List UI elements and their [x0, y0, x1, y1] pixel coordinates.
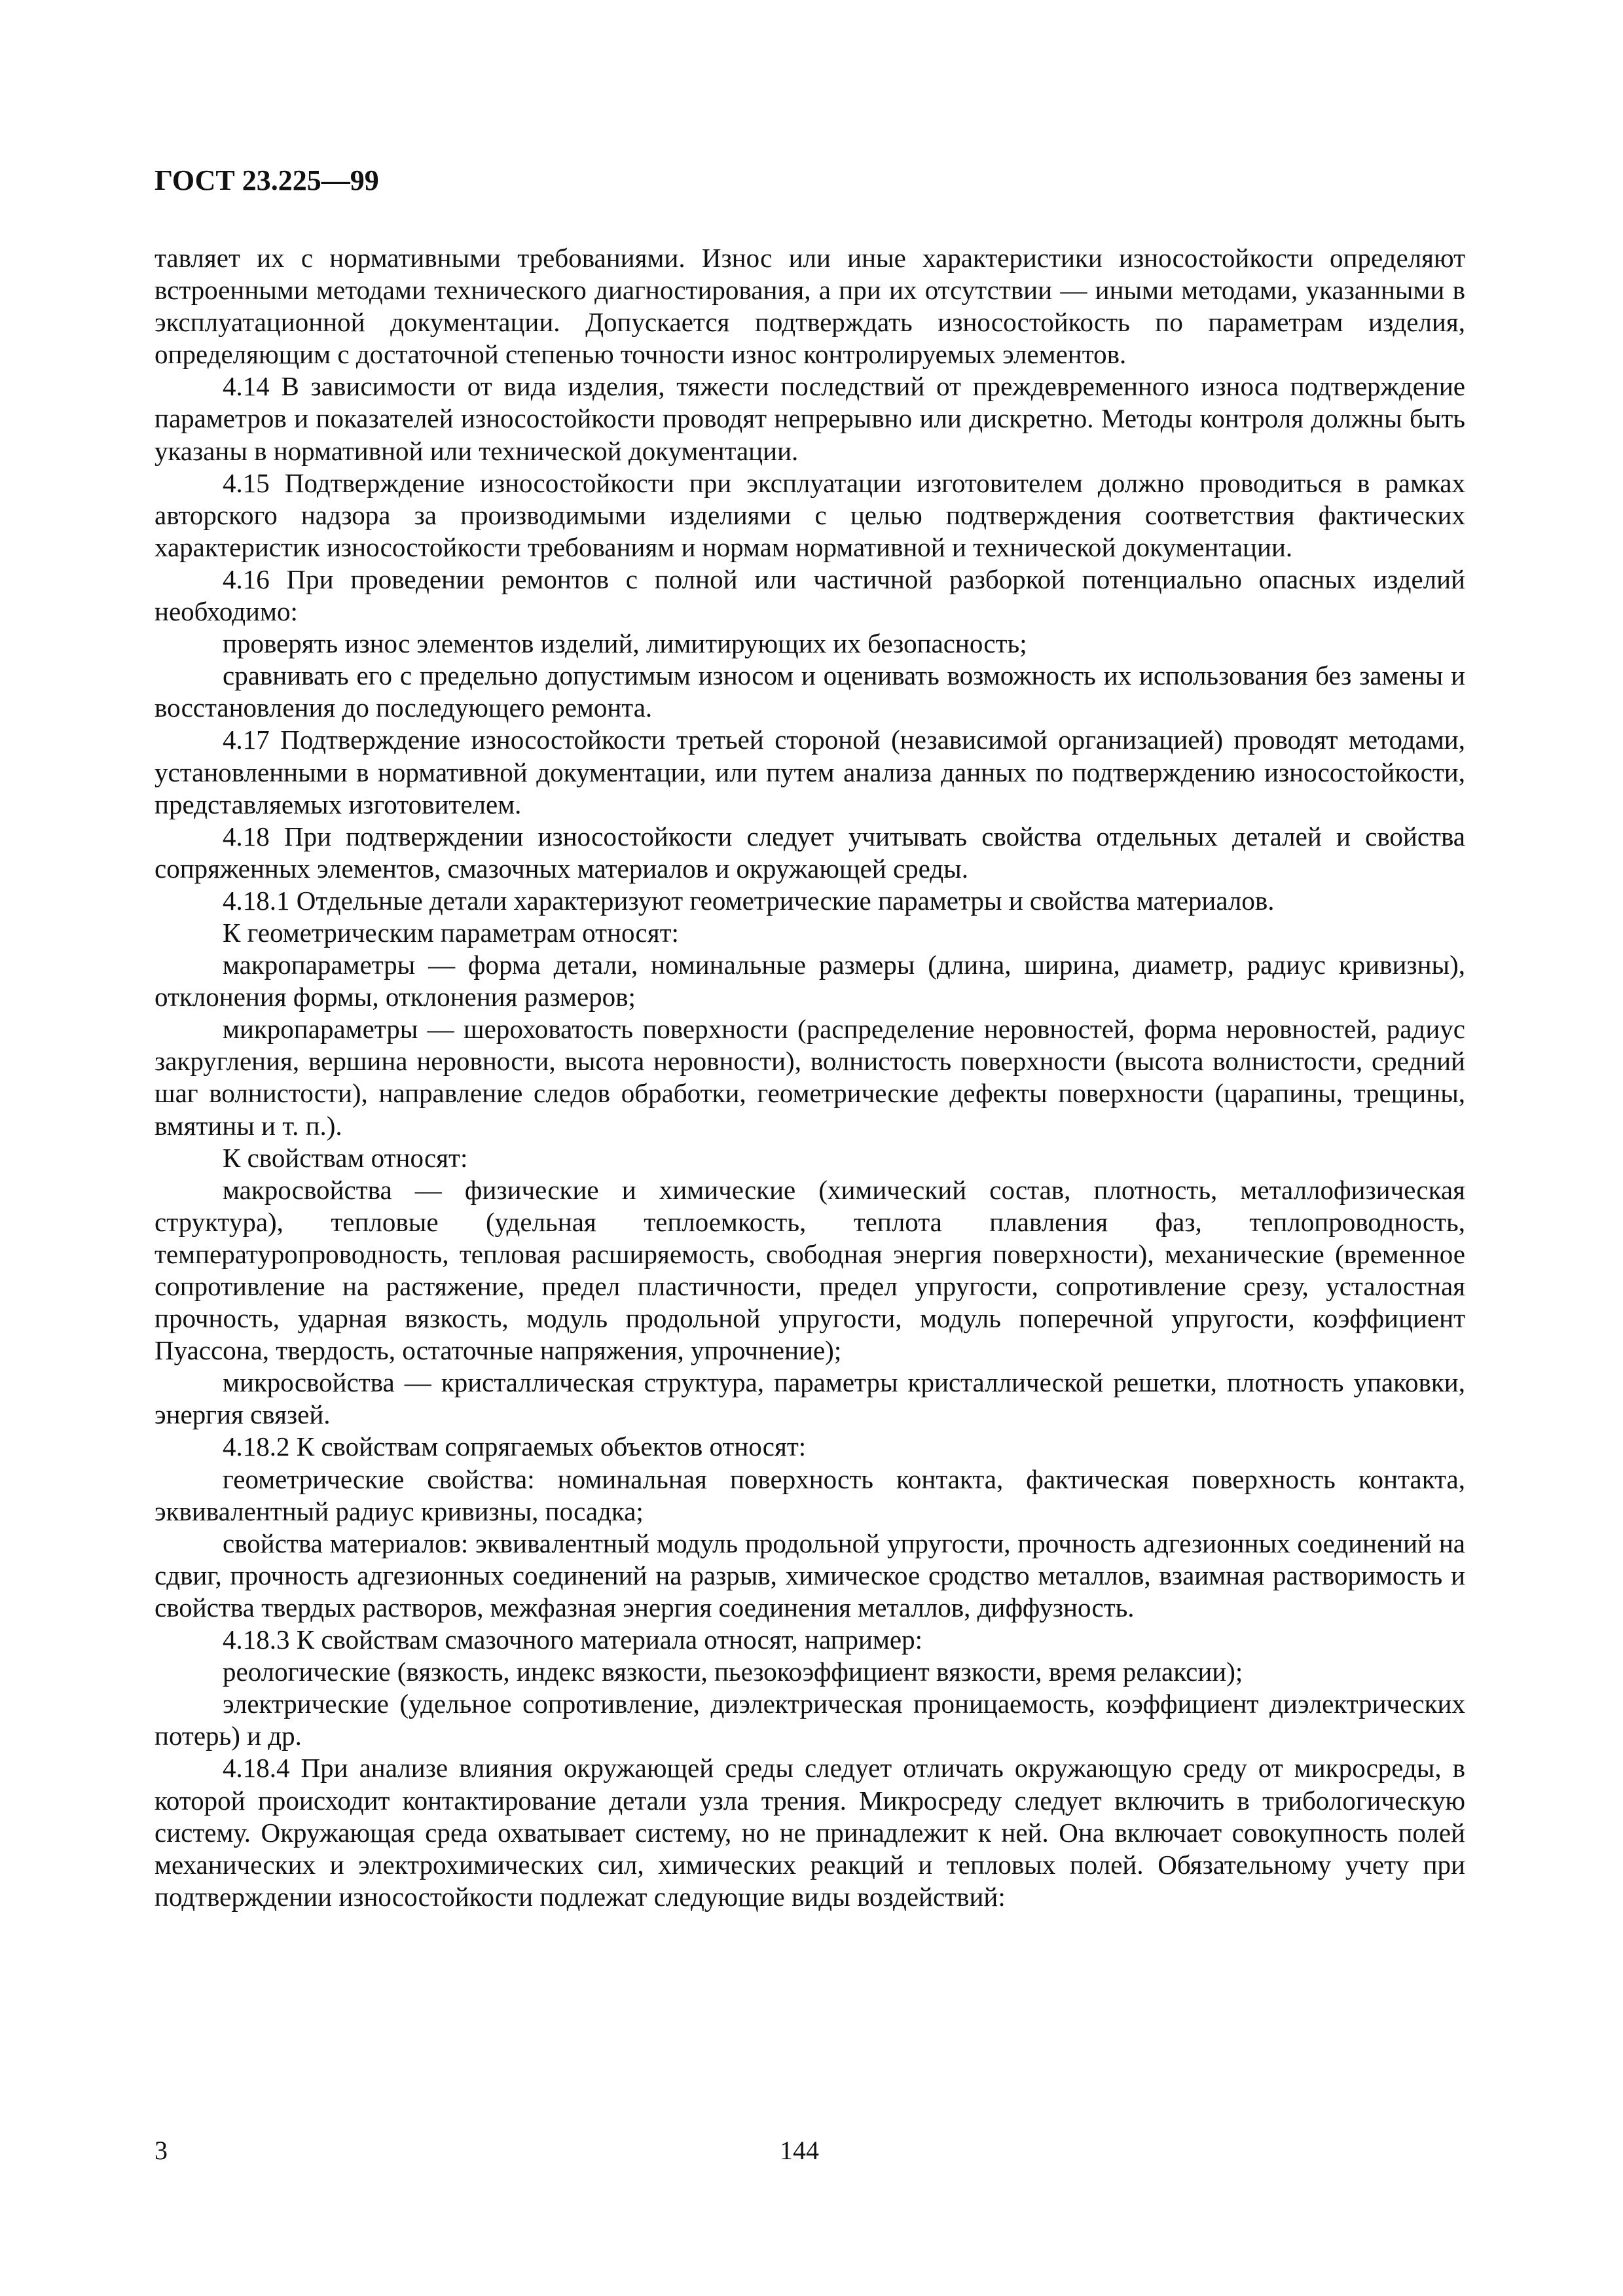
paragraph-microproperties: микросвойства — кристаллическая структура, параметры кристаллической решетки, плотность упаковки, энергия связей.	[155, 1367, 1465, 1430]
paragraph-4-16: 4.16 При проведении ремонтов с полной или частичной разборкой потенциально опасных изделий необходимо:	[155, 564, 1465, 627]
paragraph-macroproperties: макросвойства — физические и химические (химический состав, плотность, металлофизическая структура), тепловые (удельная теплоемкость, теплота плавления фаз, теплопроводность, температуропроводность, тепловая расширяемость, свободная энергия поверхности), механические (временное сопротивление на растяжение, предел пластичности, предел упругости, сопротивление срезу, усталостная прочность, ударная вязкость, модуль продольной упругости, модуль поперечной упругости, коэффициент Пуассона, твердость, остаточные напряжения, упрочнение);	[155, 1174, 1465, 1366]
paragraph-4-18-2: 4.18.2 К свойствам сопрягаемых объектов относят:	[223, 1431, 807, 1462]
paragraph-4-18: 4.18 При подтверждении износостойкости следует учитывать свойства отдельных деталей и свойства сопряженных элементов, смазочных материалов и окружающей среды.	[155, 821, 1465, 884]
document-body	[155, 242, 1465, 1913]
paragraph-rheological: реологические (вязкость, индекс вязкости, пьезокоэффициент вязкости, время релаксии);	[223, 1657, 1243, 1687]
document-header: ГОСТ 23.225—99	[155, 164, 379, 196]
paragraph-4-17: 4.17 Подтверждение износостойкости третьей стороной (независимой организацией) проводят методами, установленными в нормативной документации, или путем анализа данных по подтверждению износостойкости, представляемых изготовителем.	[155, 725, 1465, 819]
paragraph-4-15: 4.15 Подтверждение износостойкости при эксплуатации изготовителем должно проводиться в рамках авторского надзора за производимыми изделиями с целью подтверждения соответствия фактических характеристик износостойкости требованиям и нормам нормативной и технической документации.	[155, 467, 1465, 562]
paragraph-continuation: тавляет их с нормативными требованиями. Износ или иные характеристики износостойкости определяют встроенными методами технического диагностирования, а при их отсутствии — иными методами, указанными в эксплуатационной документации. Допускается подтверждать износостойкость по параметрам изделия, определяющим с достаточной степенью точности износ контролируемых элементов.	[155, 243, 1465, 370]
page-number: 144	[780, 2136, 819, 2165]
paragraph-4-16-item-1: проверять износ элементов изделий, лимитирующих их безопасность;	[223, 628, 1027, 659]
paragraph-4-16-item-2: сравнивать его с предельно допустимым износом и оценивать возможность их использования без замены и восстановления до последующего ремонта.	[155, 660, 1465, 723]
paragraph-geometric-properties: геометрические свойства: номинальная поверхность контакта, фактическая поверхность контакта, эквивалентный радиус кривизны, посадка;	[155, 1463, 1465, 1526]
paragraph-electrical: электрические (удельное сопротивление, диэлектрическая проницаемость, коэффициент диэлектрических потерь) и др.	[155, 1689, 1465, 1751]
page-section-number: 3	[155, 2136, 168, 2165]
paragraph-4-14: 4.14 В зависимости от вида изделия, тяжести последствий от преждевременного износа подтверждение параметров и показателей износостойкости проводят непрерывно или дискретно. Методы контроля должны быть указаны в нормативной или технической документации.	[155, 371, 1465, 466]
paragraph-4-18-3: 4.18.3 К свойствам смазочного материала относят, например:	[223, 1624, 923, 1655]
paragraph-material-properties: свойства материалов: эквивалентный модуль продольной упругости, прочность адгезионных соединений на сдвиг, прочность адгезионных соединений на разрыв, химическое сродство металлов, взаимная растворимость и свойства твердых растворов, межфазная энергия соединения металлов, диффузность.	[155, 1528, 1465, 1623]
paragraph-4-18-4: 4.18.4 При анализе влияния окружающей среды следует отличать окружающую среду от микросреды, в которой происходит контактирование детали узла трения. Микросреду следует включить в трибологическую систему. Окружающая среда охватывает систему, но не принадлежит к ней. Она включает совокупность полей механических и электрохимических сил, химических реакций и тепловых полей. Обязательному учету при подтверждении износостойкости подлежат следующие виды воздействий:	[155, 1753, 1465, 1912]
paragraph-macroparams: макропараметры — форма детали, номинальные размеры (длина, ширина, диаметр, радиус кривизны), отклонения формы, отклонения размеров;	[155, 950, 1465, 1013]
paragraph-geometric-params: К геометрическим параметрам относят:	[223, 917, 679, 948]
paragraph-microparams: микропараметры — шероховатость поверхности (распределение неровностей, форма неровностей, радиус закругления, вершина неровности, высота неровности), волнистость поверхности (высота волнистости, средний шаг волнистости), направление следов обработки, геометрические дефекты поверхности (царапины, трещины, вмятины и т. п.).	[155, 1014, 1465, 1141]
paragraph-properties: К свойствам относят:	[223, 1142, 468, 1173]
paragraph-4-18-1: 4.18.1 Отдельные детали характеризуют геометрические параметры и свойства материалов.	[223, 885, 1275, 916]
